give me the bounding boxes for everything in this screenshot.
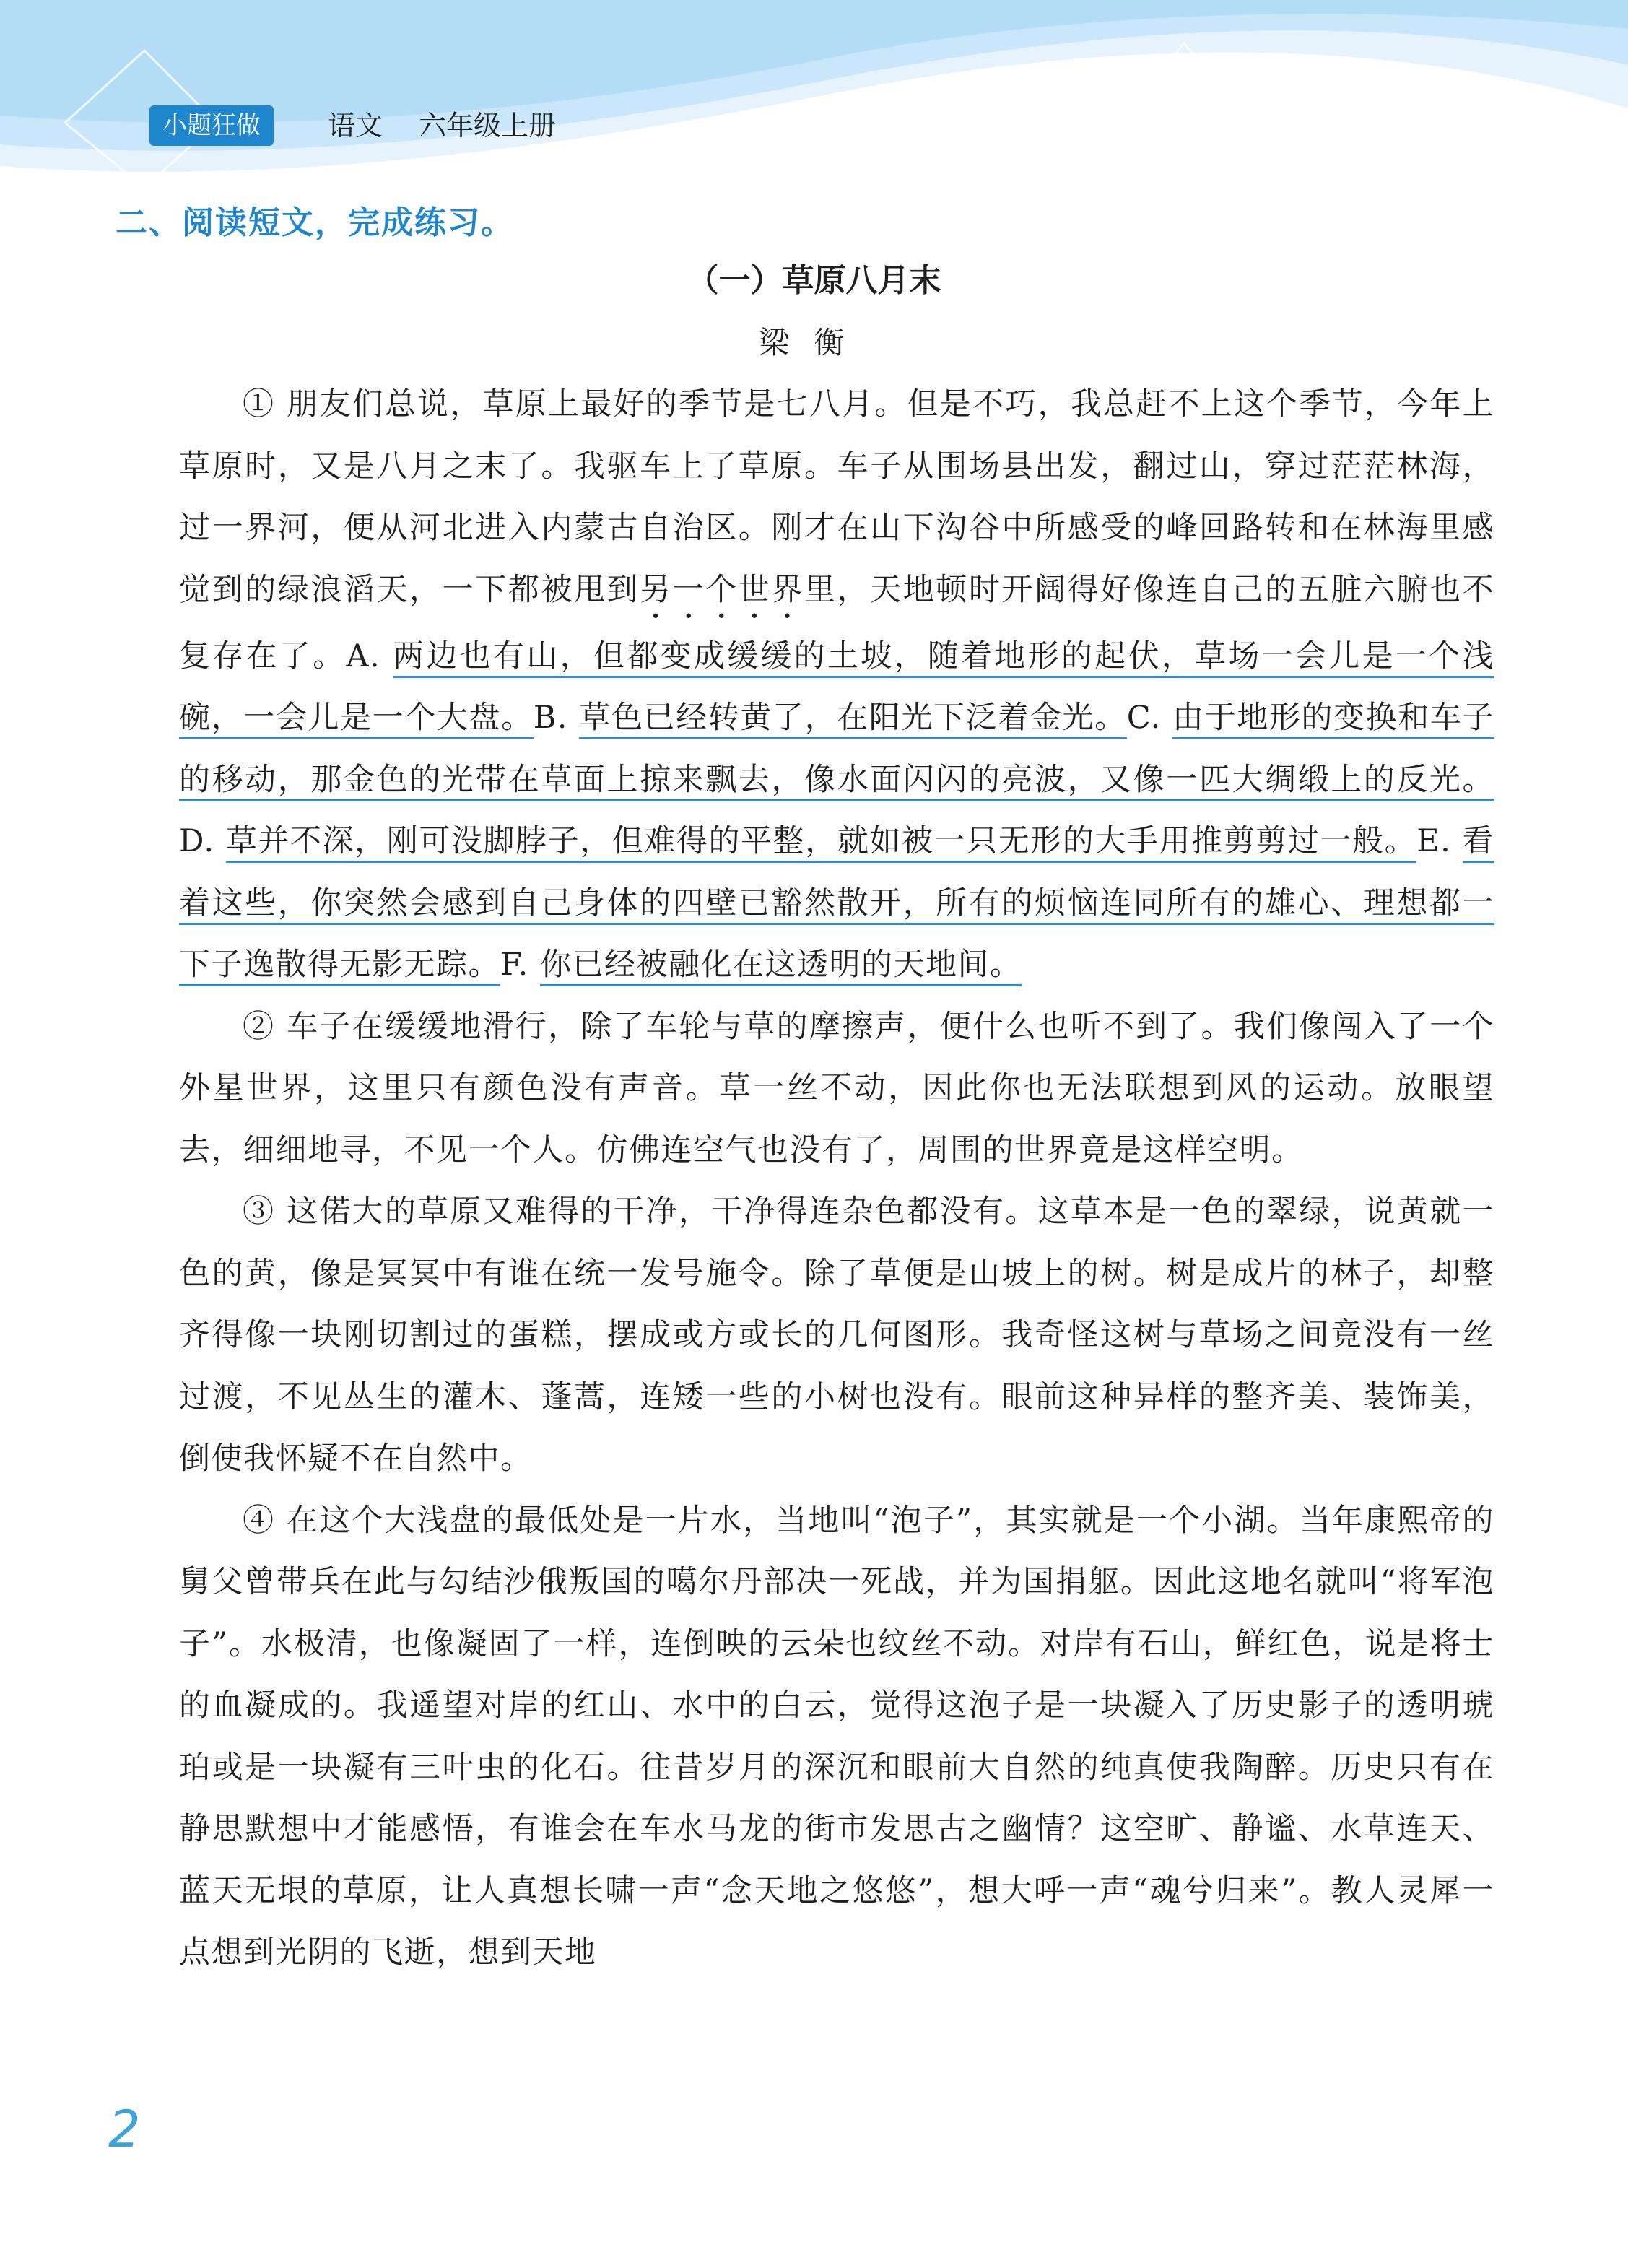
paragraph-2: ② 车子在缓缓地滑行，除了车轮与草的摩擦声，便什么也听不到了。我们像闯入了一个外星世界，这里只有颜色没有声音。草一丝不动，因此你也无法联想到风的运动。放眼望去，细细地寻，不见一个人。仿佛连空气也没有了，周围的世界竟是这样空明。 — [179, 1008, 1494, 1168]
article-body — [179, 374, 1494, 1984]
p1-text-a: ① 朋友们总说，草原上最好的季节是七八月。但是不巧，我总赶不上这个季节，今年上草原时，又是八月之末了。我驱车上了草原。车子从围场县出发，翻过山，穿过茫茫林海，过一界河，便从河北进入内蒙古自治区。刚才在山下沟谷中所感受的峰回路转和在林海里感觉到的绿浪滔天，一下都被甩到 — [179, 386, 1494, 608]
sentence-a: 两边也有山，但都变成缓缓的土坡，随着地形的起伏，草场一会儿是一个浅碗，一会儿是一个大盘。 — [179, 638, 1494, 740]
subject-label: 语文 — [328, 110, 383, 142]
label-e: E. — [1416, 823, 1463, 859]
sentence-e: 看着这些，你突然会感到自己身体的四壁已豁然散开，所有的烦恼连同所有的雄心、理想都一下子逸散得无影无踪。 — [179, 823, 1494, 986]
brand-badge: 小题狂做 — [149, 105, 274, 146]
p1-text-b: 里，天地顿时开阔得好像连自己的五脏六腑也不复存在了。 — [179, 571, 1495, 674]
sentence-f: 你已经被融化在这透明的天地间。 — [540, 947, 1022, 986]
paragraph-3: ③ 这偌大的草原又难得的干净，干净得连杂色都没有。这草本是一色的翠绿，说黄就一色的黄，像是冥冥中有谁在统一发号施令。除了草便是山坡上的树。树是成片的林子，却整齐得像一块刚切割过的蛋糕，摆成或方或长的几何图形。我奇怪这树与草场之间竟没有一丝过渡，不见丛生的灌木、蓬蒿，连矮一些的小树也没有。眼前这种异样的整齐美、装饰美，倒使我怀疑不在自然中。 — [179, 1194, 1494, 1477]
label-a: A. — [346, 638, 393, 674]
article-author: 梁衡 — [759, 325, 869, 360]
header-wave-banner — [0, 0, 1628, 209]
sentence-c: 由于地形的变换和车子的移动，那金色的光带在草面上掠来飘去，像水面闪闪的亮波，又像一匹大绸缎上的反光。 — [179, 700, 1494, 801]
dotted-phrase: 另一个世界 — [640, 571, 804, 608]
paragraph-4: ④ 在这个大浅盘的最低处是一片水，当地叫“泡子”，其实就是一个小湖。当年康熙帝的舅父曾带兵在此与勾结沙俄叛国的噶尔丹部决一死战，并为国捐躯。因此这地名就叫“将军泡子”。水极清，也像凝固了一样，连倒映的云朵也纹丝不动。对岸有石山，鲜红色，说是将士的血凝成的。我遥望对岸的红山、水中的白云，觉得这泡子是一块凝入了历史影子的透明琥珀或是一块凝有三叶虫的化石。往昔岁月的深沉和眼前大自然的纯真使我陶醉。历史只有在静思默想中才能感悟，有谁会在车水马龙的街市发思古之幽情？这空旷、静谧、水草连天、蓝天无垠的草原，让人真想长啸一声“念天地之悠悠”，想大呼一声“魂兮归来”。教人灵犀一点想到光阴的飞逝，想到天地 — [179, 1502, 1494, 1971]
paragraph-1 — [179, 374, 1494, 996]
article-title: （一）草原八月末 — [687, 262, 941, 299]
grade-label: 六年级上册 — [419, 110, 557, 142]
section-heading: 二、阅读短文，完成练习。 — [116, 204, 514, 241]
label-b: B. — [533, 700, 580, 736]
sentence-b: 草色已经转黄了，在阳光下泛着金光。 — [579, 700, 1126, 739]
sentence-d: 草并不深，刚可没脚脖子，但难得的平整，就如被一只无形的大手用推剪剪过一般。 — [226, 823, 1416, 863]
label-c: C. — [1126, 700, 1173, 736]
label-f: F. — [500, 947, 540, 983]
label-d: D. — [179, 823, 226, 859]
page-number: 2 — [108, 2100, 141, 2159]
